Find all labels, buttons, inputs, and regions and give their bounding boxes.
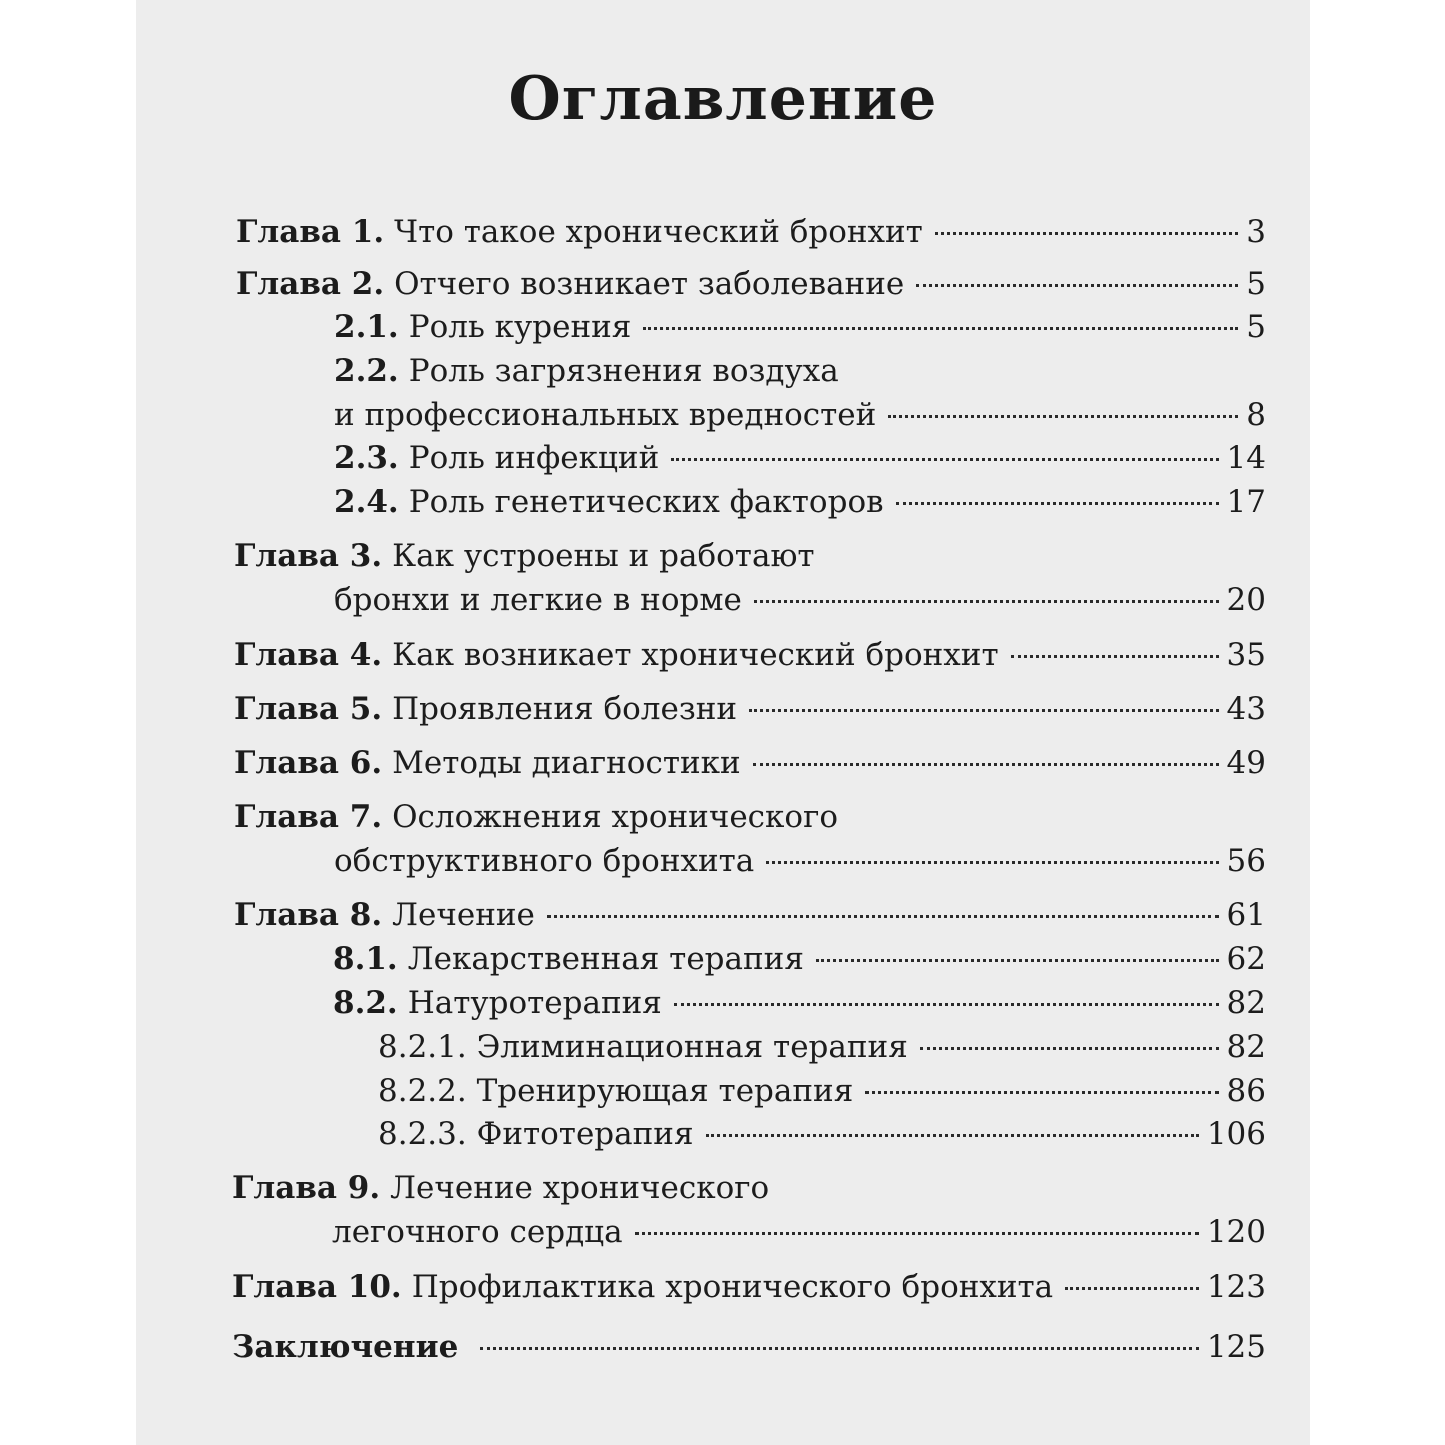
leader-dots	[754, 600, 1219, 603]
toc-entry-2-4[interactable]	[334, 482, 1266, 522]
entry-title: 8.2.2. Тренирующая терапия	[378, 1073, 854, 1109]
book-page	[136, 0, 1310, 1445]
leader-dots	[671, 458, 1218, 461]
entry-title: 8.2.3. Фитотерапия	[378, 1116, 694, 1152]
entry-label: 8.2.	[333, 985, 398, 1021]
leader-dots	[753, 763, 1219, 766]
entry-label: 2.4.	[334, 484, 399, 520]
entry-label: Глава 6.	[234, 745, 383, 781]
toc-entry-chapter-9-first-line[interactable]	[232, 1168, 769, 1208]
entry-page-number: 125	[1206, 1329, 1266, 1365]
entry-title-continued: обструктивного бронхита	[334, 843, 755, 879]
entry-page-number: 61	[1226, 897, 1266, 933]
entry-page-number: 17	[1226, 484, 1266, 520]
toc-entry-chapter-1[interactable]	[236, 212, 1266, 252]
toc-entry-2-2-first-line[interactable]	[334, 351, 839, 391]
entry-page-number: 120	[1206, 1214, 1266, 1250]
entry-label: Глава 7.	[234, 799, 383, 835]
toc-entry-8-2-1[interactable]	[378, 1027, 1266, 1067]
entry-page-number: 106	[1206, 1116, 1266, 1152]
entry-label: Глава 10.	[232, 1269, 402, 1305]
toc-entry-conclusion[interactable]	[232, 1327, 1266, 1367]
leader-dots	[888, 415, 1238, 418]
toc-entry-chapter-4[interactable]	[234, 635, 1266, 675]
toc-entry-chapter-6[interactable]	[234, 743, 1266, 783]
entry-label: Глава 1.	[236, 214, 385, 250]
entry-label: Глава 3.	[234, 538, 383, 574]
entry-label: 8.1.	[333, 941, 398, 977]
leader-dots	[865, 1091, 1218, 1094]
leader-dots	[749, 709, 1218, 712]
leader-dots	[1011, 655, 1219, 658]
entry-title: Роль инфекций	[408, 440, 660, 476]
entry-title: Как возникает хронический бронхит	[392, 637, 999, 673]
leader-dots	[547, 915, 1219, 918]
leader-dots	[635, 1232, 1199, 1235]
entry-page-number: 8	[1246, 397, 1266, 433]
entry-page-number: 3	[1246, 214, 1266, 250]
toc-entry-chapter-9[interactable]	[332, 1212, 1266, 1252]
entry-page-number: 14	[1226, 440, 1266, 476]
entry-title: Лекарственная терапия	[407, 941, 804, 977]
toc-entry-chapter-3-first-line[interactable]	[234, 536, 815, 576]
entry-label: Глава 5.	[234, 691, 383, 727]
entry-label: 2.3.	[334, 440, 399, 476]
leader-dots	[816, 959, 1219, 962]
leader-dots	[896, 502, 1219, 505]
leader-dots	[916, 284, 1238, 287]
entry-label: Глава 4.	[234, 637, 383, 673]
toc-entry-8-2-2[interactable]	[378, 1071, 1266, 1111]
entry-label: 2.1.	[334, 309, 399, 345]
entry-page-number: 123	[1206, 1269, 1266, 1305]
leader-dots	[643, 327, 1238, 330]
entry-title-continued: бронхи и легкие в норме	[334, 582, 742, 618]
toc-entry-chapter-5[interactable]	[234, 689, 1266, 729]
page-title: Оглавление	[508, 64, 938, 134]
leader-dots	[935, 232, 1238, 235]
entry-title: Лечение	[392, 897, 535, 933]
toc-entry-chapter-7-first-line[interactable]	[234, 797, 838, 837]
leader-dots	[766, 861, 1218, 864]
table-of-contents	[136, 0, 1310, 1445]
entry-page-number: 86	[1226, 1073, 1266, 1109]
entry-title: Как устроены и работают	[392, 538, 815, 574]
toc-entry-chapter-7[interactable]	[334, 841, 1266, 881]
entry-title: Что такое хронический бронхит	[394, 214, 923, 250]
toc-entry-2-1[interactable]	[334, 307, 1266, 347]
entry-title-continued: и профессиональных вредностей	[334, 397, 877, 433]
toc-entry-2-3[interactable]	[334, 438, 1266, 478]
entry-label: 2.2.	[334, 353, 399, 389]
entry-label: Заключение	[232, 1329, 459, 1365]
leader-dots	[1065, 1287, 1199, 1290]
toc-entry-chapter-2[interactable]	[236, 264, 1266, 304]
toc-entry-8-2-3[interactable]	[378, 1114, 1266, 1154]
toc-entry-chapter-3[interactable]	[334, 580, 1266, 620]
entry-title: Роль курения	[408, 309, 632, 345]
entry-title: Проявления болезни	[392, 691, 738, 727]
leader-dots	[674, 1003, 1219, 1006]
entry-title: Профилактика хронического бронхита	[411, 1269, 1054, 1305]
leader-dots	[706, 1134, 1199, 1137]
toc-entry-chapter-10[interactable]	[232, 1267, 1266, 1307]
toc-entry-8-1[interactable]	[333, 939, 1266, 979]
toc-entry-2-2[interactable]	[334, 395, 1266, 435]
entry-title-continued: легочного сердца	[332, 1214, 623, 1250]
entry-page-number: 35	[1226, 637, 1266, 673]
leader-dots	[920, 1047, 1219, 1050]
entry-title: 8.2.1. Элиминационная терапия	[378, 1029, 908, 1065]
entry-title: Натуротерапия	[407, 985, 662, 1021]
entry-title: Роль генетических факторов	[408, 484, 884, 520]
entry-page-number: 20	[1226, 582, 1266, 618]
toc-entry-chapter-8[interactable]	[234, 895, 1266, 935]
entry-page-number: 43	[1226, 691, 1266, 727]
entry-title: Отчего возникает заболевание	[394, 266, 905, 302]
entry-title: Лечение хронического	[390, 1170, 770, 1206]
entry-title: Роль загрязнения воздуха	[408, 353, 839, 389]
entry-label: Глава 8.	[234, 897, 383, 933]
entry-label: Глава 2.	[236, 266, 385, 302]
entry-page-number: 5	[1246, 309, 1266, 345]
entry-label: Глава 9.	[232, 1170, 381, 1206]
leader-dots	[480, 1347, 1199, 1350]
entry-page-number: 56	[1226, 843, 1266, 879]
entry-title: Методы диагностики	[392, 745, 741, 781]
entry-page-number: 5	[1246, 266, 1266, 302]
entry-title: Осложнения хронического	[392, 799, 838, 835]
entry-page-number: 62	[1226, 941, 1266, 977]
entry-page-number: 49	[1226, 745, 1266, 781]
entry-page-number: 82	[1226, 1029, 1266, 1065]
toc-entry-8-2[interactable]	[333, 983, 1266, 1023]
entry-page-number: 82	[1226, 985, 1266, 1021]
